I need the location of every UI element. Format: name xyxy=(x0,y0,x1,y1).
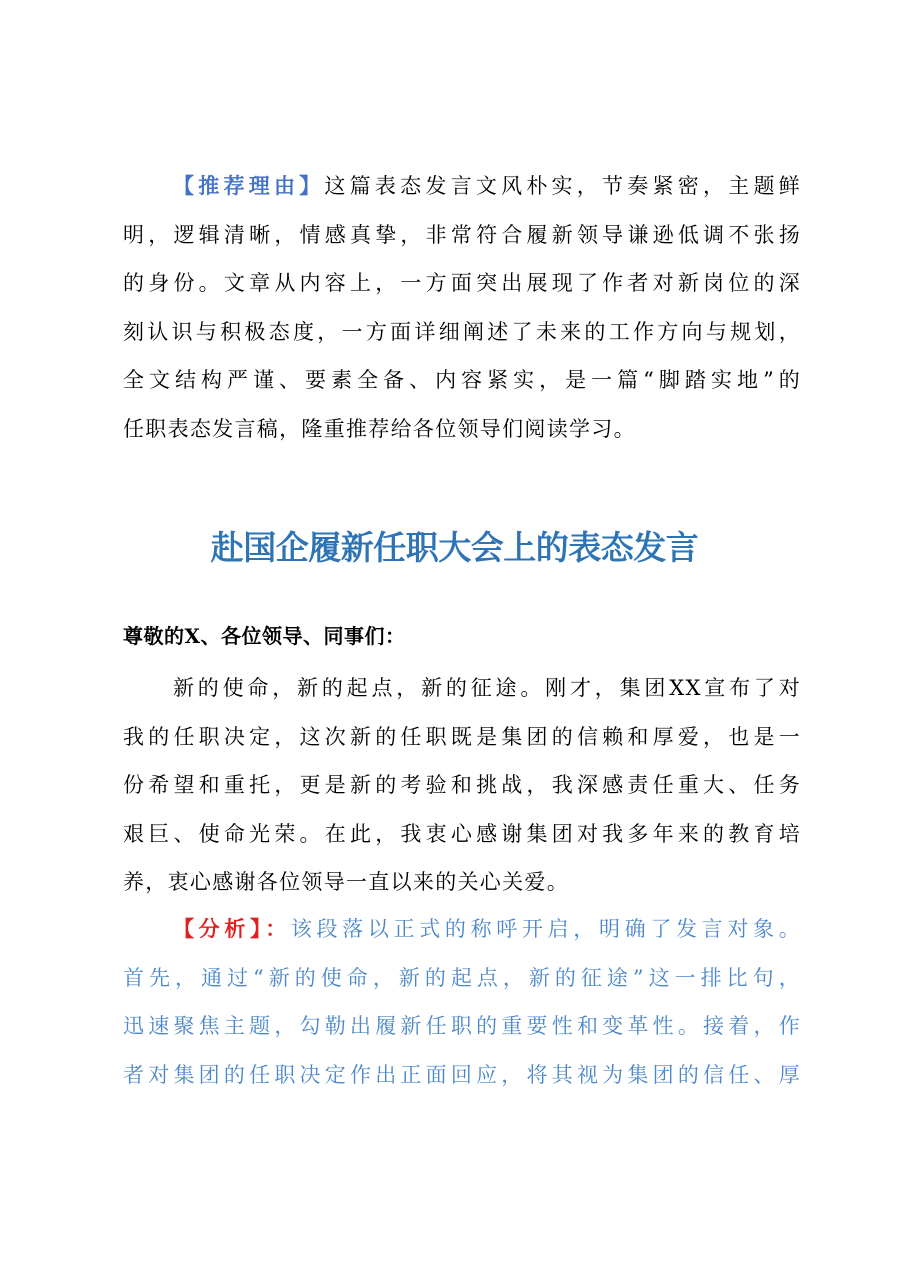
salutation: 尊敬的X、各位领导、同事们： xyxy=(123,624,406,648)
recommend-line-1: 这篇表态发言文风朴实，节奏紧密，主题鲜 xyxy=(324,174,801,198)
recommend-tag: 【推荐理由】 xyxy=(173,174,325,198)
recommend-line-5: 全文结构严谨、要素全备、内容紧实，是一篇“脚踏实地”的 xyxy=(123,368,801,392)
analysis-line-3: 迅速聚焦主题，勾勒出履新任职的重要性和变革性。接着，作 xyxy=(123,1014,801,1038)
body-line-5: 养，衷心感谢各位领导一直以来的关心关爱。 xyxy=(123,870,569,894)
analysis-line-1: 该段落以正式的称呼开启，明确了发言对象。 xyxy=(290,917,801,941)
recommend-paragraph xyxy=(123,162,801,453)
analysis-tag: 【分析】： xyxy=(173,917,291,941)
recommend-line-3: 的身份。文章从内容上，一方面突出展现了作者对新岗位的深 xyxy=(123,271,801,295)
document-title: 赴国企履新任职大会上的表态发言 xyxy=(210,528,699,567)
recommend-line-4: 刻认识与积极态度，一方面详细阐述了未来的工作方向与规划， xyxy=(123,319,801,344)
recommend-line-2: 明，逻辑清晰，情感真挚，非常符合履新领导谦逊低调不张扬 xyxy=(123,222,801,247)
analysis-paragraph xyxy=(123,905,801,1099)
body-paragraph xyxy=(123,664,801,907)
body-line-3: 份希望和重托，更是新的考验和挑战，我深感责任重大、任务 xyxy=(123,773,801,797)
body-line-2: 我的任职决定，这次新的任职既是集团的信赖和厚爱，也是一 xyxy=(123,724,801,749)
body-line-1: 新的使命，新的起点，新的征途。刚才，集团XX宣布了对 xyxy=(173,676,801,700)
body-line-4: 艰巨、使命光荣。在此，我衷心感谢集团对我多年来的教育培 xyxy=(123,821,801,846)
analysis-line-2: 首先，通过“新的使命，新的起点，新的征途”这一排比句， xyxy=(123,965,801,990)
recommend-line-6: 任职表态发言稿，隆重推荐给各位领导们阅读学习。 xyxy=(123,416,636,441)
analysis-line-4: 者对集团的任职决定作出正面回应，将其视为集团的信任、厚 xyxy=(123,1062,801,1087)
